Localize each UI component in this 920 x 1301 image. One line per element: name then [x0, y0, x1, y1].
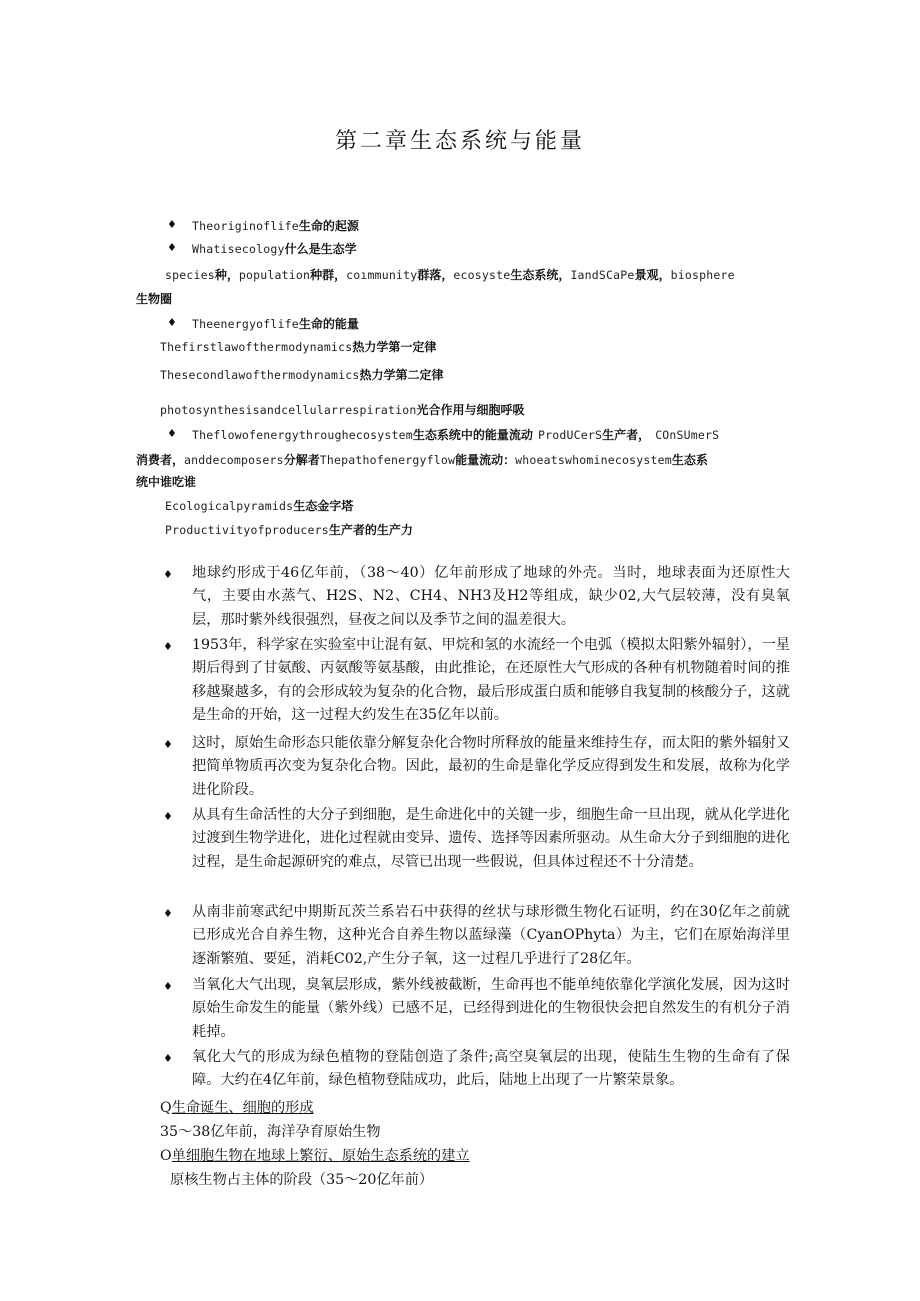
outline-pyramids: Ecologicalpyramids生态金字塔: [165, 499, 354, 513]
bullet-icon: ♦: [163, 640, 173, 653]
outline-origin: Theoriginoflife生命的起源: [192, 219, 359, 233]
outline-flow-line2: 消费者，anddecomposers分解者Thepathofenergyflow能量流动：whoeatswhominecosystem生态系: [136, 453, 708, 467]
outline-flow-line1: Theflowofenergythroughecosystem生态系统中的能量流动 ProdUCerS生产者， COnSUmerS: [192, 428, 720, 442]
paragraph-4: 从具有生命活性的大分子到细胞，是生命进化中的关键一步，细胞生命一旦出现，就从化学进化过渡到生物学进化，进化过程就由变异、遗传、选择等因素所驱动。从生命大分子到细胞的进化过程，是生命起源研究的难点，尽管已出现一些假说，但具体过程还不十分清楚。: [192, 807, 790, 870]
timeline-item-1-detail: 35～38亿年前，海洋孕育原始生物: [160, 1124, 381, 1140]
outline-energy: Theenergyoflife生命的能量: [192, 317, 359, 331]
bullet-icon: ♦: [163, 980, 173, 993]
paragraph-3: 这时，原始生命形态只能依靠分解复杂化合物时所释放的能量来维持生存，而太阳的紫外辐射又把简单物质再次变为复杂化合物。因此，最初的生命是靠化学反应得到发生和发展，故称为化学进化阶段。: [192, 735, 790, 798]
outline-ecology: Whatisecology什么是生态学: [192, 242, 357, 256]
paragraph-1: 地球约形成于46亿年前，（38～40）亿年前形成了地球的外壳。当时，地球表面为还原性大气，主要由水蒸气、H2S、N2、CH4、NH3及H2等组成，缺少02,大气层较薄，没有臭氧层，那时紫外线很强烈，昼夜之间以及季节之间的温差很大。: [192, 565, 790, 628]
outline-flow-line3: 统中谁吃谁: [136, 475, 197, 489]
timeline-item-1: Q生命诞生、细胞的形成: [160, 1100, 314, 1116]
outline-productivity: Productivityofproducers生产者的生产力: [165, 523, 413, 537]
paragraph-7: 氧化大气的形成为绿色植物的登陆创造了条件;高空臭氧层的出现，使陆生生物的生命有了保障。大约在4亿年前，绿色植物登陆成功，此后，陆地上出现了一片繁荣景象。: [192, 1049, 790, 1089]
outline-law1: Thefirstlawofthermodynamics热力学第一定律: [160, 340, 437, 354]
timeline-item-2-detail: 原核生物占主体的阶段（35～20亿年前）: [170, 1172, 434, 1188]
bullet-icon: ♦: [163, 738, 173, 751]
page-title: 第二章生态系统与能量: [334, 129, 585, 154]
timeline-item-2: O单细胞生物在地球上繁衍、原始生态系统的建立: [160, 1148, 470, 1164]
bullet-icon: ♦: [167, 241, 177, 254]
bullet-icon: ♦: [163, 907, 173, 920]
paragraph-5: 从南非前寒武纪中期斯瓦茨兰系岩石中获得的丝状与球形微生物化石证明，约在30亿年之前就已形成光合自养生物，这种光合自养生物以蓝绿藻（CyanOPhyta）为主，它们在原始海洋里逐渐繁殖、要延，消耗C02,产生分子氧，这一过程几乎进行了28亿年。: [192, 904, 790, 967]
outline-terms-line1: species种，population种群，coımmunity群落，ecosyste生态系统，IandSCaPe景观，biosphere: [165, 268, 735, 282]
bullet-icon: ♦: [167, 427, 177, 440]
outline-photosynthesis: photosynthesisandcellularrespiration光合作用与细胞呼吸: [160, 403, 525, 417]
bullet-icon: ♦: [167, 316, 177, 329]
bullet-icon: ♦: [167, 218, 177, 231]
outline-law2: Thesecondlawofthermodynamics热力学第二定律: [160, 368, 444, 382]
paragraph-2: 1953年，科学家在实验室中让混有氨、甲烷和氢的水流经一个电弧（模拟太阳紫外辐射），一星期后得到了甘氨酸、丙氨酸等氨基酸，由此推论，在还原性大气形成的各种有机物随着时间的推移越聚越多，有的会形成较为复杂的化合物，最后形成蛋白质和能够自我复制的核酸分子，这就是生命的开始，这一过程大约发生在35亿年以前。: [192, 637, 790, 724]
bullet-icon: ♦: [163, 1052, 173, 1065]
outline-terms-line2: 生物圈: [136, 292, 173, 306]
bullet-icon: ♦: [163, 568, 173, 581]
bullet-icon: ♦: [163, 810, 173, 823]
paragraph-6: 当氧化大气出现，臭氧层形成，紫外线被截断，生命再也不能单纯依靠化学演化发展，因为这时原始生命发生的能量（紫外线）已感不足，已经得到进化的生物很快会把自然发生的有机分子消耗掉。: [192, 977, 790, 1040]
